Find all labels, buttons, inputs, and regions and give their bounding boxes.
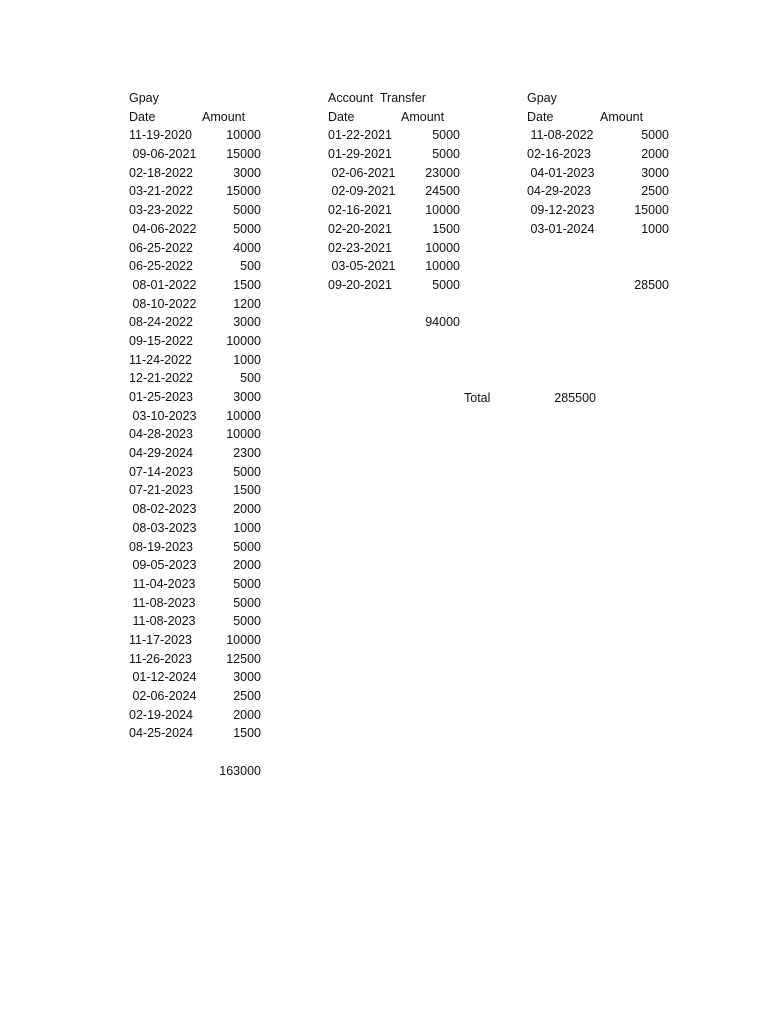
table-row [129,220,261,239]
amount-cell: 3000 [233,165,261,180]
amount-cell: 4000 [233,240,261,255]
table-row [527,145,669,164]
table-row [129,276,261,295]
amount-cell: 1500 [233,277,261,292]
date-cell: 07-14-2023 [129,464,193,479]
date-cell: 06-25-2022 [129,259,193,274]
table-row [129,332,261,351]
date-cell: 11-26-2023 [129,651,193,666]
amount-cell: 1500 [233,483,261,498]
date-cell: 01-29-2021 [328,147,392,162]
table-row [129,388,261,407]
table-row [328,126,460,145]
table-row [129,687,261,706]
date-cell: 04-29-2023 [527,184,591,199]
table-row [129,201,261,220]
date-cell: 11-19-2020 [129,128,193,143]
amount-cell: 1200 [233,296,261,311]
amount-cell: 2500 [233,689,261,703]
amount-cell: 15000 [634,203,669,218]
ledger-total-row [129,762,261,781]
ledger-title-row [129,89,261,108]
amount-cell: 1000 [641,221,669,236]
amount-cell: 5000 [432,277,460,292]
ledger-title-row [328,89,460,108]
date-cell: 11-08-2023 [129,614,196,629]
date-cell: 03-10-2023 [129,408,197,423]
table-row [129,481,261,500]
ledger-blank-row [527,257,669,276]
amount-cell: 5000 [233,221,261,236]
date-cell: 11-24-2022 [129,352,193,367]
ledger-blank-row [328,295,460,314]
table-row [328,239,460,258]
ledger-header-row [527,108,669,127]
amount-cell: 5000 [233,614,261,629]
table-row [328,220,460,239]
table-row [129,519,261,538]
date-cell: 04-25-2024 [129,726,193,741]
ledger-header-row [129,108,261,127]
date-cell: 02-09-2021 [328,184,396,199]
date-column-header: Date [527,109,554,124]
table-row [328,257,460,276]
date-cell: 11-08-2022 [527,128,594,143]
amount-cell: 5000 [432,128,460,143]
amount-cell: 2000 [233,558,261,573]
amount-cell: 5000 [233,464,261,479]
date-cell: 02-06-2024 [129,689,197,703]
ledger-rows [129,126,261,743]
table-row [129,145,261,164]
date-cell: 04-06-2022 [129,221,197,236]
ledger-header-row [328,108,460,127]
amount-cell: 3000 [641,165,669,180]
date-cell: 04-01-2023 [527,165,595,180]
date-cell: 09-15-2022 [129,333,193,348]
amount-cell: 5000 [233,576,261,591]
grand-total-value: 285500 [554,391,596,405]
amount-cell: 1000 [233,520,261,535]
date-cell: 08-10-2022 [129,296,197,311]
table-row [129,239,261,258]
date-cell: 01-22-2021 [328,128,392,143]
date-cell: 08-01-2022 [129,277,197,292]
date-cell: 01-12-2024 [129,670,197,685]
date-cell: 11-08-2023 [129,595,196,610]
ledger-title-row [527,89,669,108]
ledger-account-transfer [328,89,460,332]
amount-cell: 10000 [226,128,261,143]
ledger-title: Account Transfer [328,91,426,105]
date-cell: 09-20-2021 [328,277,392,292]
date-cell: 09-05-2023 [129,558,197,573]
amount-cell: 2500 [641,184,669,199]
amount-cell: 2300 [233,446,261,461]
table-row [129,257,261,276]
table-row [527,182,669,201]
amount-cell: 10000 [425,240,460,255]
date-cell: 08-03-2023 [129,520,197,535]
date-cell: 02-19-2024 [129,707,193,722]
table-row [527,126,669,145]
table-row [328,276,460,295]
ledger-total: 28500 [634,277,669,292]
table-row [328,145,460,164]
date-column-header: Date [328,109,355,124]
amount-cell: 2000 [641,147,669,162]
date-cell: 06-25-2022 [129,240,193,255]
table-row [129,313,261,332]
table-row [129,706,261,725]
date-cell: 02-23-2021 [328,240,392,255]
ledger-total: 163000 [219,763,261,778]
table-row [129,500,261,519]
amount-column-header: Amount [202,109,246,124]
ledger-rows [527,126,669,238]
table-row [129,407,261,426]
amount-cell: 5000 [641,128,669,143]
amount-column-header: Amount [401,109,445,124]
amount-cell: 10000 [226,408,261,423]
amount-cell: 3000 [233,670,261,685]
table-row [129,631,261,650]
date-cell: 02-16-2023 [527,147,591,162]
date-cell: 11-04-2023 [129,576,196,591]
table-row [129,724,261,743]
amount-cell: 1500 [432,221,460,236]
date-cell: 08-02-2023 [129,502,197,517]
date-cell: 09-06-2021 [129,147,197,162]
date-cell: 01-25-2023 [129,390,193,404]
table-row [129,575,261,594]
ledger-gpay-right [527,89,669,295]
date-cell: 12-21-2022 [129,371,193,386]
amount-cell: 10000 [425,203,460,218]
table-row [129,164,261,183]
ledger-title: Gpay [527,91,557,105]
amount-cell: 5000 [233,595,261,610]
date-cell: 11-17-2023 [129,632,193,647]
date-cell: 04-28-2023 [129,427,193,442]
date-cell: 02-18-2022 [129,165,193,180]
amount-cell: 2000 [233,707,261,722]
amount-cell: 10000 [425,259,460,274]
table-row [129,538,261,557]
amount-cell: 15000 [226,147,261,162]
ledger-total: 94000 [425,315,460,330]
table-row [328,164,460,183]
grand-total [464,389,596,408]
date-cell: 03-05-2021 [328,259,396,274]
amount-cell: 10000 [226,632,261,647]
table-row [328,201,460,220]
amount-cell: 1500 [233,726,261,741]
amount-cell: 2000 [233,502,261,517]
table-row [129,463,261,482]
date-cell: 04-29-2024 [129,446,193,461]
amount-cell: 500 [240,371,261,386]
date-cell: 02-06-2021 [328,165,396,180]
grand-total-label: Total [464,391,491,405]
ledger-total-row [527,276,669,295]
ledger-rows [328,126,460,294]
table-row [129,444,261,463]
date-cell: 09-12-2023 [527,203,595,218]
date-cell: 02-20-2021 [328,221,392,236]
table-row [129,126,261,145]
table-row [129,182,261,201]
date-cell: 07-21-2023 [129,483,193,498]
ledger-title: Gpay [129,91,159,105]
amount-cell: 10000 [226,427,261,442]
date-cell: 03-01-2024 [527,221,595,236]
amount-cell: 500 [240,259,261,274]
amount-cell: 3000 [233,315,261,330]
amount-cell: 12500 [226,651,261,666]
date-cell: 02-16-2021 [328,203,392,218]
table-row [129,351,261,370]
table-row [527,220,669,239]
table-row [129,612,261,631]
table-row [129,425,261,444]
table-row [129,369,261,388]
date-cell: 03-21-2022 [129,184,193,199]
date-cell: 03-23-2022 [129,203,193,218]
amount-cell: 24500 [425,184,460,199]
table-row [527,201,669,220]
amount-cell: 23000 [425,165,460,180]
date-cell: 08-19-2023 [129,539,193,554]
table-row [527,164,669,183]
ledger-gpay-left [129,89,261,780]
amount-cell: 15000 [226,184,261,199]
table-row [129,668,261,687]
date-cell: 08-24-2022 [129,315,193,330]
amount-cell: 5000 [233,539,261,554]
table-row [129,594,261,613]
amount-cell: 10000 [226,333,261,348]
ledger-blank-row [527,239,669,258]
amount-cell: 1000 [233,352,261,367]
table-row [129,556,261,575]
ledger-blank-row [129,743,261,762]
table-row [129,650,261,669]
amount-cell: 3000 [233,390,261,404]
amount-cell: 5000 [233,203,261,218]
table-row [328,182,460,201]
table-row [129,295,261,314]
amount-cell: 5000 [432,147,460,162]
amount-column-header: Amount [600,109,644,124]
date-column-header: Date [129,109,156,124]
ledger-total-row [328,313,460,332]
